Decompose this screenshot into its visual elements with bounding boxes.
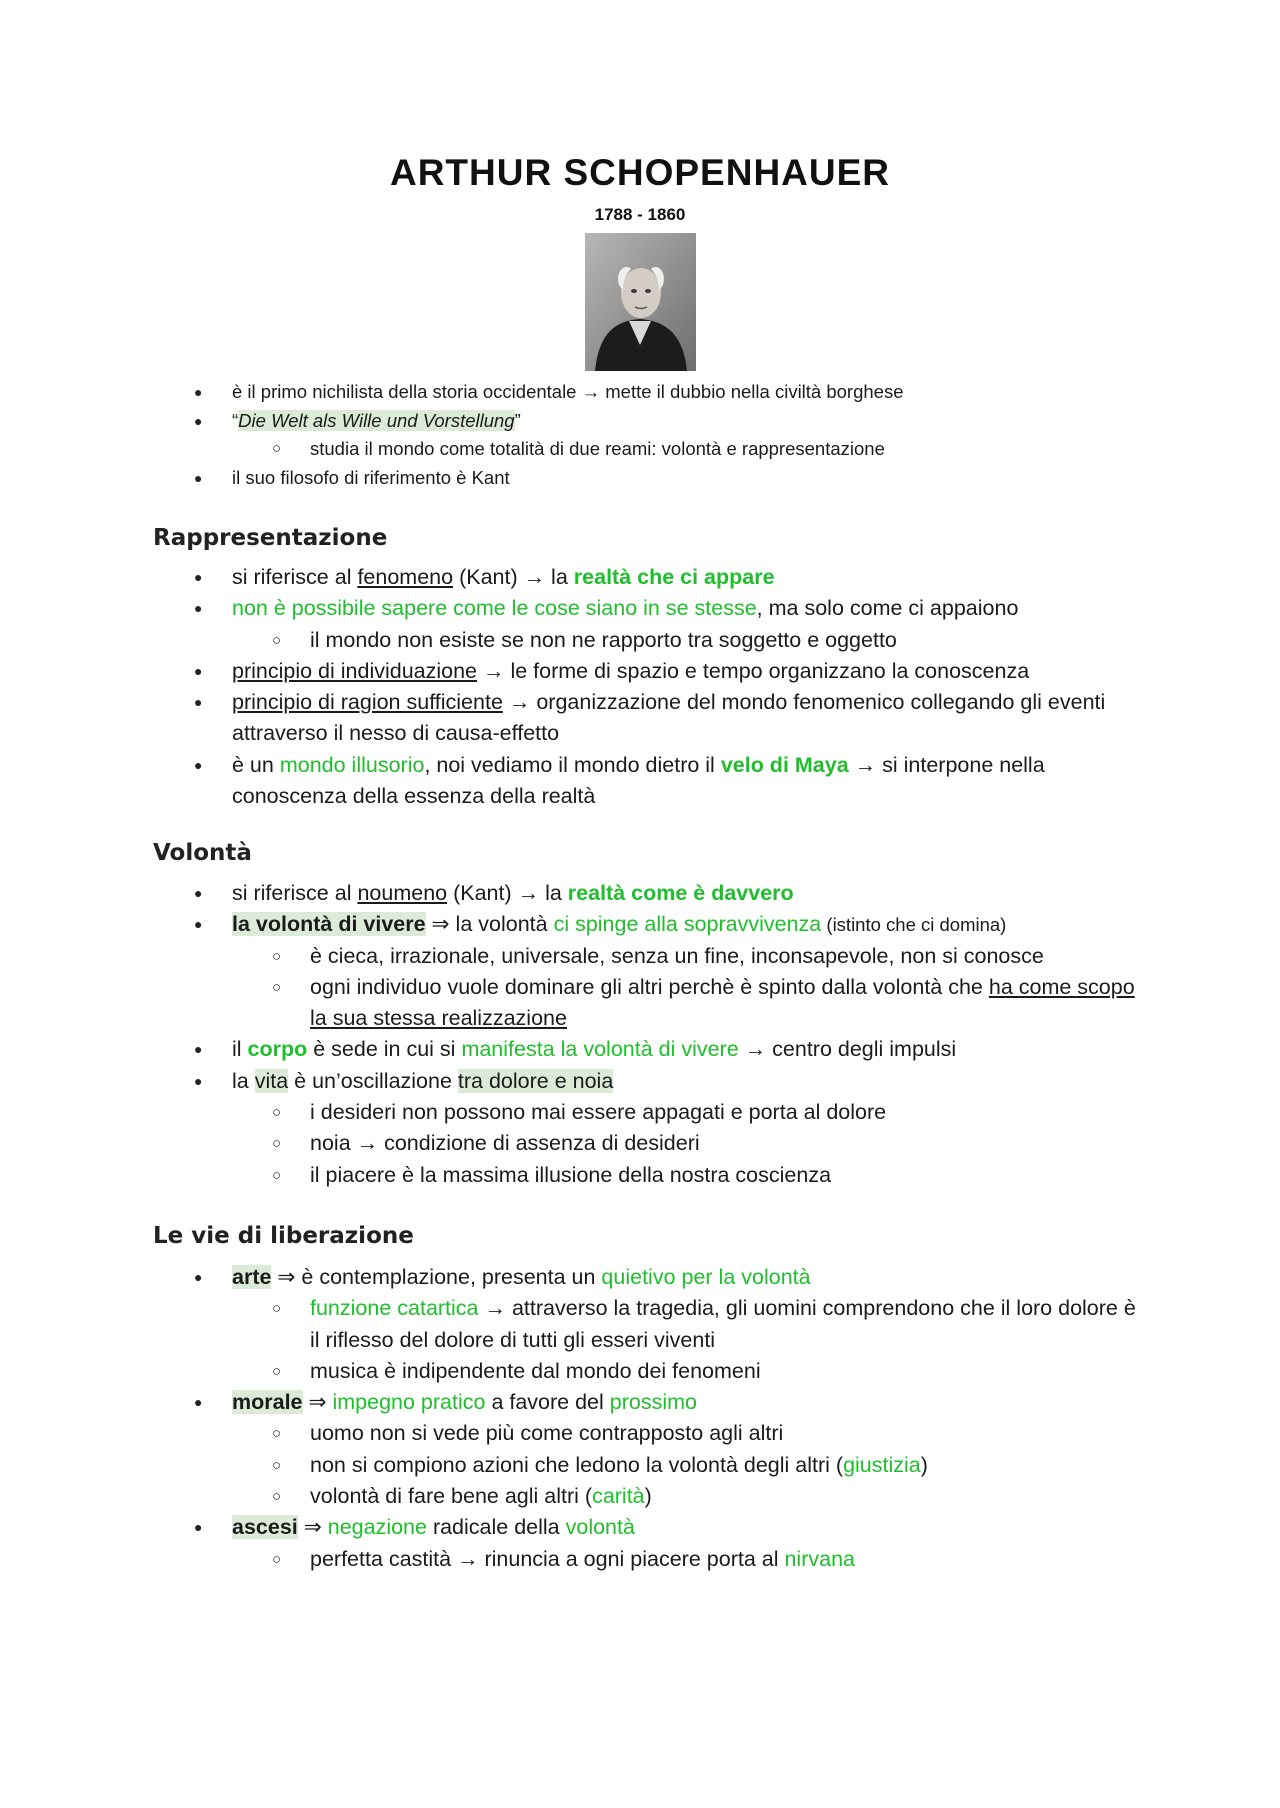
list-item: ● è il primo nichilista della storia occidentale → mette il dubbio nella civiltà borghese (0, 378, 1280, 407)
list-item: ● principio di individuazione → le forme di spazio e tempo organizzano la conoscenza (0, 656, 1280, 687)
list-item: ○ studia il mondo come totalità di due reami: volontà e rappresentazione (0, 435, 1280, 464)
list-item: ○ il mondo non esiste se non ne rapporto tra soggetto e oggetto (0, 625, 1280, 656)
list-item: ○ è cieca, irrazionale, universale, senza un fine, inconsapevole, non si conosce (0, 941, 1280, 972)
list-item: ● la volontà di vivere ⇒ la volontà ci spinge alla sopravvivenza (istinto che ci domina) (0, 909, 1280, 940)
list-item: ● ascesi ⇒ negazione radicale della volontà (0, 1512, 1280, 1543)
section-heading-rappresentazione: Rappresentazione (153, 525, 388, 551)
list-item: ● principio di ragion sufficiente → organizzazione del mondo fenomenico collegando gli eventi attraverso il nesso di causa-effetto (0, 687, 1280, 750)
intro-list (0, 378, 1280, 492)
section-heading-liberazione: Le vie di liberazione (153, 1223, 414, 1249)
list-item: ● morale ⇒ impegno pratico a favore del prossimo (0, 1387, 1280, 1418)
volonta-list (0, 878, 1280, 1191)
liberazione-list (0, 1262, 1280, 1575)
list-item: ● “Die Welt als Wille und Vorstellung” (0, 407, 1280, 436)
list-item: ○ i desideri non possono mai essere appagati e porta al dolore (0, 1097, 1280, 1128)
section-heading-volonta: Volontà (153, 840, 252, 866)
list-item: ○ uomo non si vede più come contrapposto agli altri (0, 1418, 1280, 1449)
list-item: ○ il piacere è la massima illusione della nostra coscienza (0, 1160, 1280, 1191)
list-item: ● è un mondo illusorio, noi vediamo il mondo dietro il velo di Maya → si interpone nella conoscenza della essenza della realtà (0, 750, 1280, 813)
list-item: ○ volontà di fare bene agli altri (carità) (0, 1481, 1280, 1512)
list-item: ● la vita è un’oscillazione tra dolore e noia (0, 1066, 1280, 1097)
list-item: ○ noia → condizione di assenza di desideri (0, 1128, 1280, 1159)
book-title: Die Welt als Wille und Vorstellung (238, 409, 515, 431)
portrait-photo (585, 233, 696, 371)
page-title: ARTHUR SCHOPENHAUER (389, 152, 891, 193)
list-item: ○ perfetta castità → rinuncia a ogni piacere porta al nirvana (0, 1544, 1280, 1575)
list-item: ○ non si compiono azioni che ledono la volontà degli altri (giustizia) (0, 1450, 1280, 1481)
list-item: ● si riferisce al noumeno (Kant) → la realtà come è davvero (0, 878, 1280, 909)
list-item: ○ ogni individuo vuole dominare gli altri perchè è spinto dalla volontà che ha come scopo la sua stessa realizzazione (0, 972, 1280, 1035)
rappresentazione-list (0, 562, 1280, 812)
list-item: ● il suo filosofo di riferimento è Kant (0, 464, 1280, 493)
list-item: ● si riferisce al fenomeno (Kant) → la realtà che ci appare (0, 562, 1280, 593)
list-item: ○ funzione catartica → attraverso la tragedia, gli uomini comprendono che il loro dolore è il riflesso del dolore di tutti gli esseri viventi (0, 1293, 1280, 1356)
list-item: ● non è possibile sapere come le cose siano in se stesse, ma solo come ci appaiono (0, 593, 1280, 624)
list-item: ● il corpo è sede in cui si manifesta la volontà di vivere → centro degli impulsi (0, 1034, 1280, 1065)
list-item: ○ musica è indipendente dal mondo dei fenomeni (0, 1356, 1280, 1387)
list-item: ● arte ⇒ è contemplazione, presenta un quietivo per la volontà (0, 1262, 1280, 1293)
life-dates: 1788 - 1860 (594, 205, 686, 224)
